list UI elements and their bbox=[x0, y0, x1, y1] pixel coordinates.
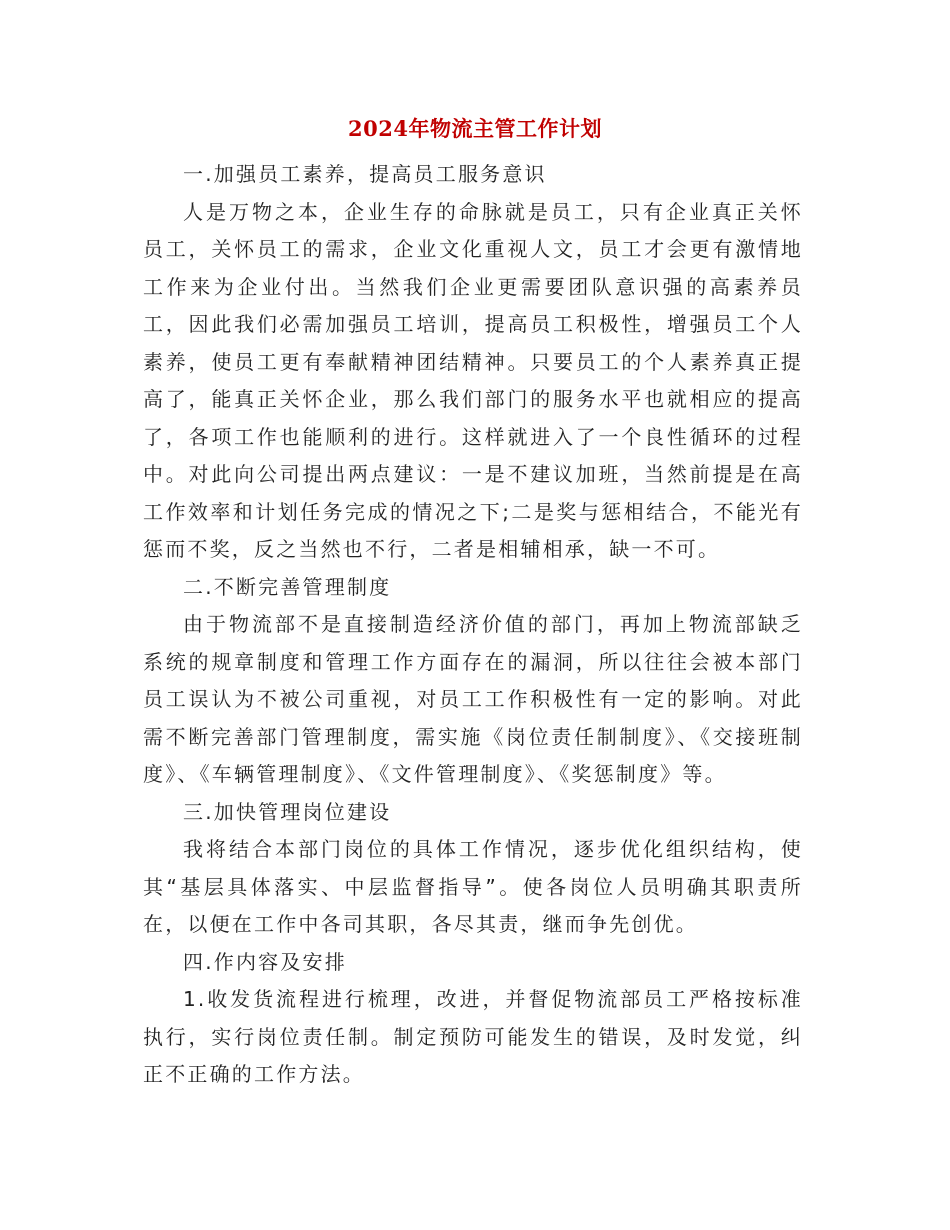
section-heading-3: 三.加快管理岗位建设 bbox=[183, 799, 392, 824]
section-heading-1: 一.加强员工素养，提高员工服务意识 bbox=[183, 162, 547, 186]
section-heading-4: 四.作内容及安排 bbox=[183, 949, 347, 974]
section-paragraph-1: 人是万物之本，企业生存的命脉就是员工，只有企业真正关怀员工，关怀员工的需求，企业文化重视人文，员工才会更有激情地工作来为企业付出。当然我们企业更需要团队意识强的高素养员工，因此我们必需加强员工培训，提高员工积极性，增强员工个人素养，使员工更有奉献精神团结精神。只要员工的个人素养真正提高了，能真正关怀企业，那么我们部门的服务水平也就相应的提高了，各项工作也能顺利的进行。这样就进入了一个良性循环的过程中。对此向公司提出两点建议：一是不建议加班，当然前提是在高工作效率和计划任务完成的情况之下;二是奖与惩相结合，不能光有惩而不奖，反之当然也不行，二者是相辅相承，缺一不可。 bbox=[143, 199, 803, 561]
section-paragraph-4: 1.收发货流程进行梳理，改进，并督促物流部员工严格按标准执行，实行岗位责任制。制定预防可能发生的错误，及时发觉，纠正不正确的工作方法。 bbox=[143, 987, 803, 1086]
section-paragraph-2: 由于物流部不是直接制造经济价值的部门，再加上物流部缺乏系统的规章制度和管理工作方面存在的漏洞，所以往往会被本部门员工误认为不被公司重视，对员工工作积极性有一定的影响。对此需不断完善部门管理制度，需实施《岗位责任制制度》、《交接班制度》、《车辆管理制度》、《文件管理制度》、《奖惩制度》等。 bbox=[143, 612, 803, 786]
section-heading-2: 二.不断完善管理制度 bbox=[183, 574, 392, 599]
document-title: 2024年物流主管工作计划 bbox=[348, 116, 602, 141]
section-paragraph-3: 我将结合本部门岗位的具体工作情况，逐步优化组织结构，使其“基层具体落实、中层监督指导”。使各岗位人员明确其职责所在，以便在工作中各司其职，各尽其责，继而争先创优。 bbox=[143, 837, 803, 936]
document-body bbox=[143, 156, 803, 1094]
